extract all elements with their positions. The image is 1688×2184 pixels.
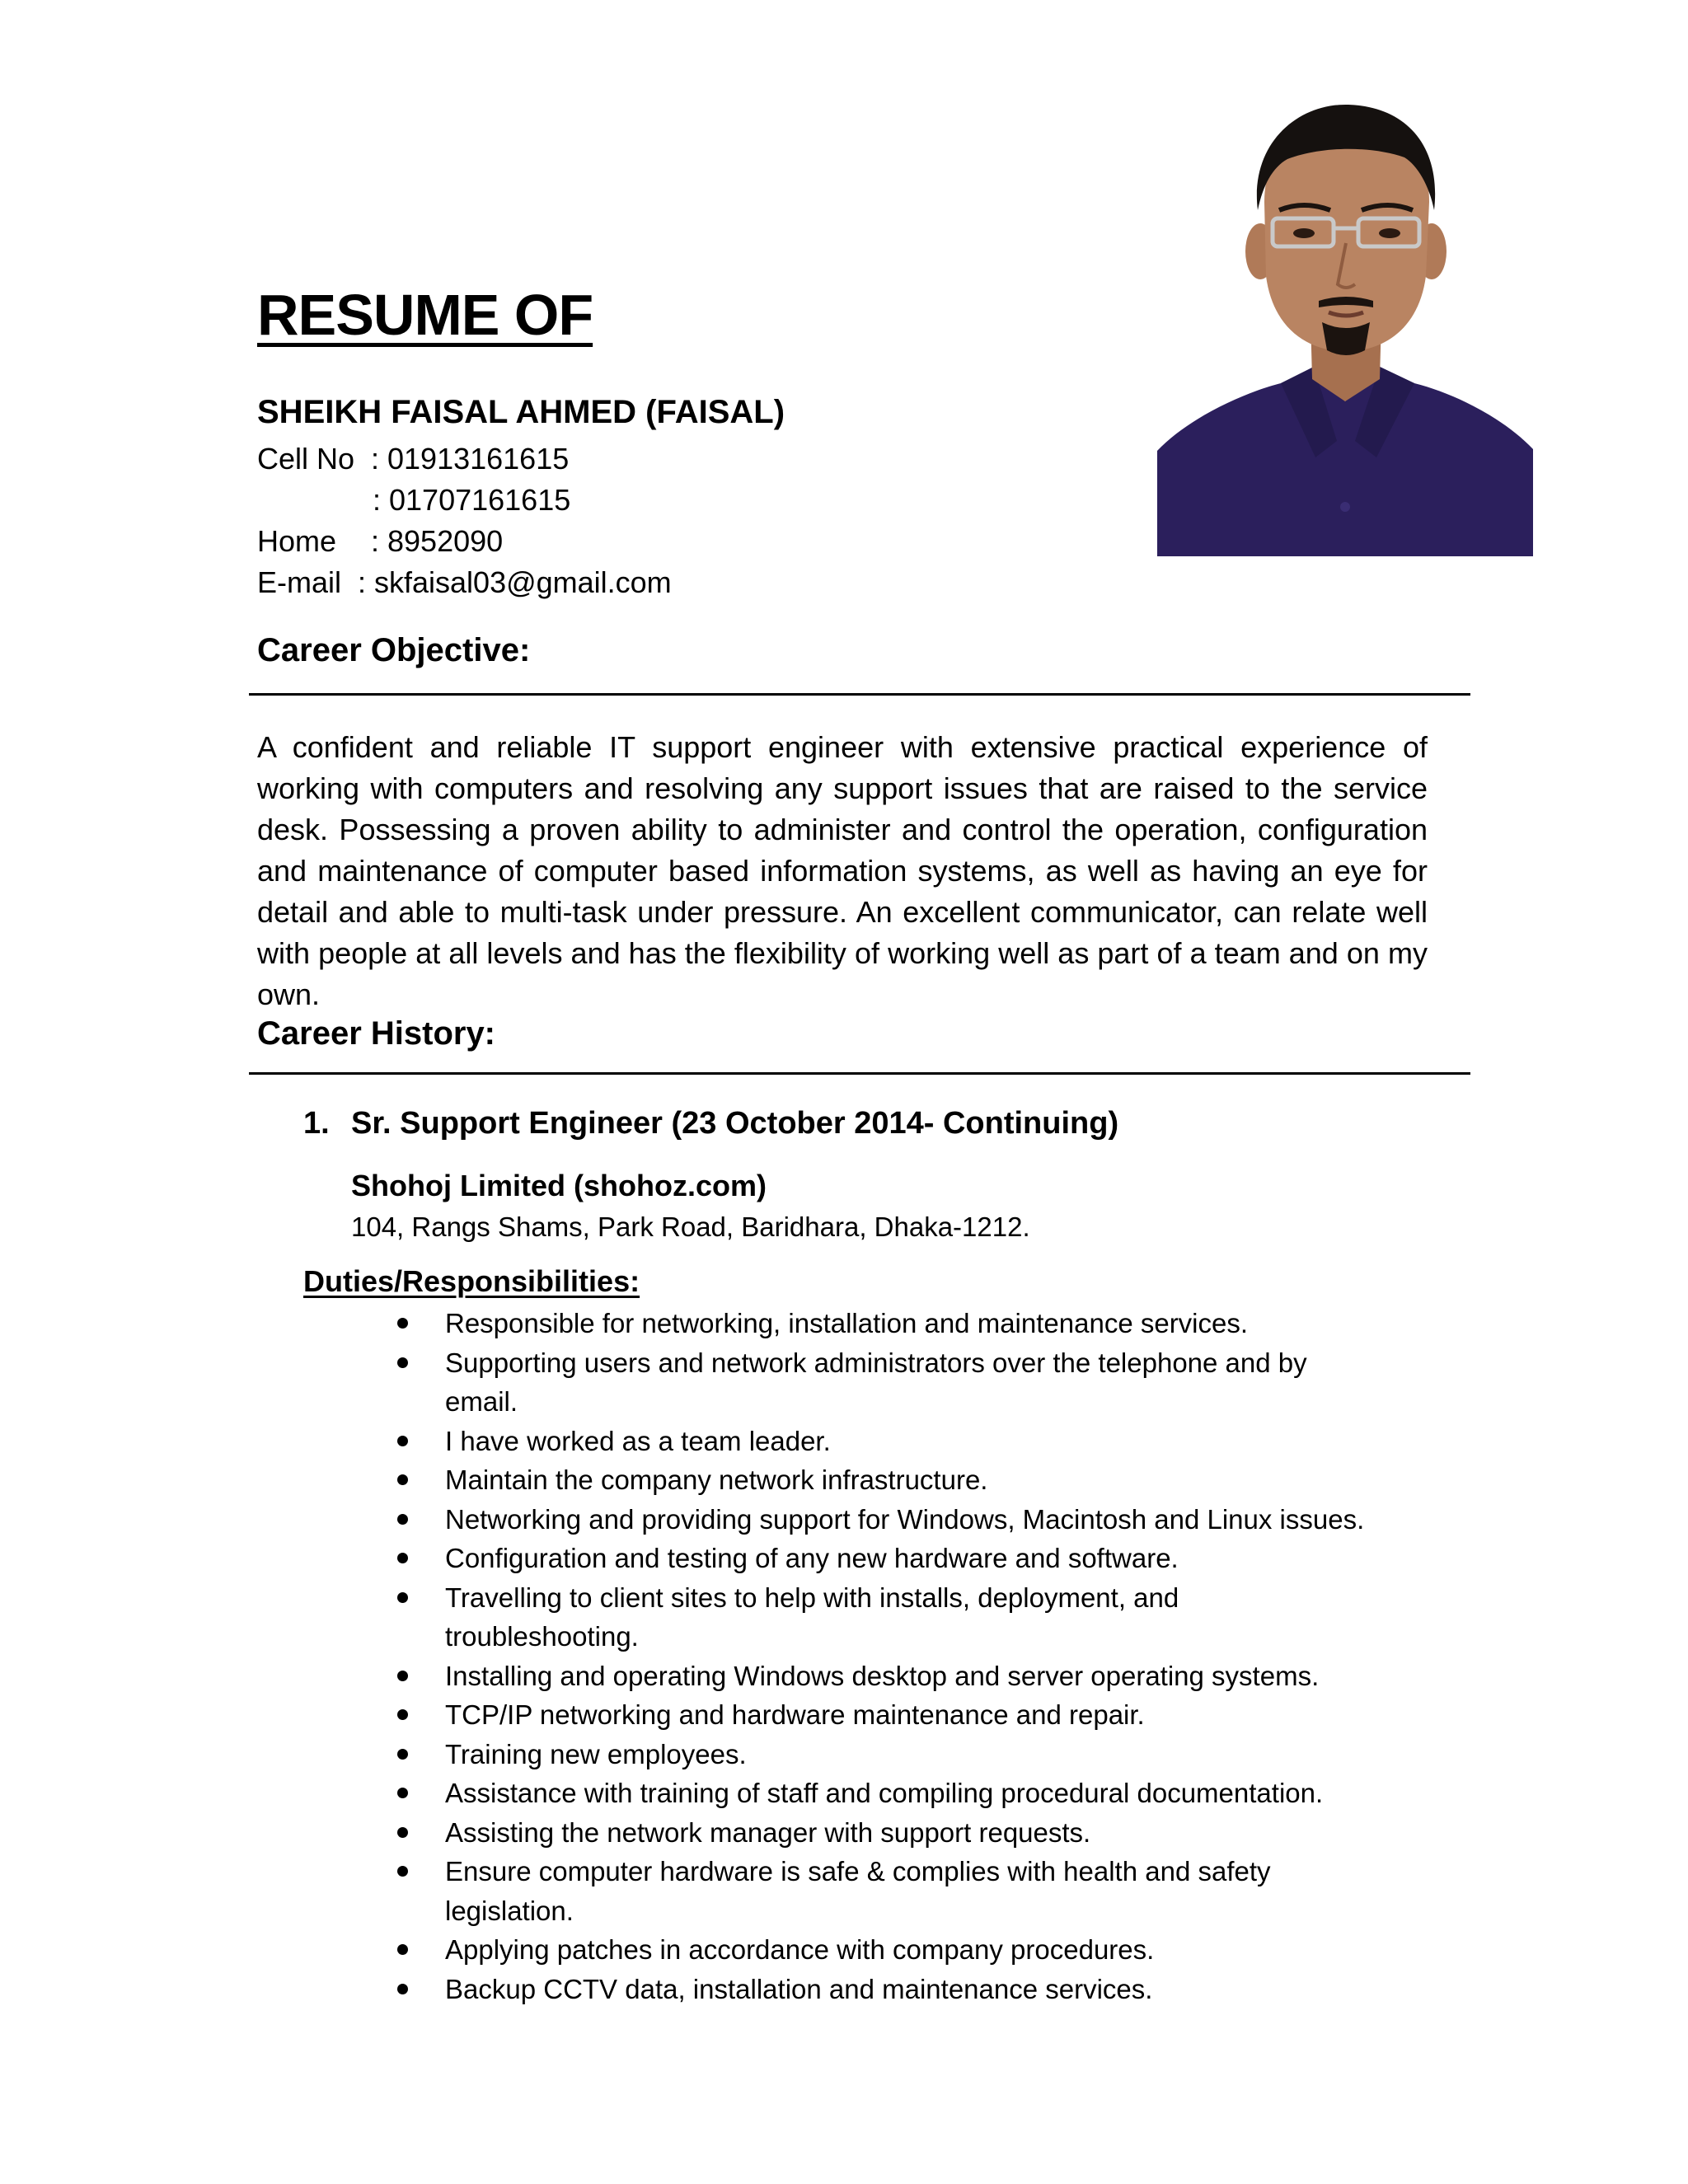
profile-photo-portrait	[1157, 95, 1533, 556]
home-label: Home	[257, 524, 337, 558]
duty-item: Supporting users and network administrators over the telephone and by email.	[397, 1343, 1352, 1422]
job-number: 1.	[303, 1106, 330, 1141]
career-history-divider	[249, 1072, 1470, 1075]
job-title	[303, 1106, 1118, 1141]
duty-item: Applying patches in accordance with company procedures.	[397, 1930, 1418, 1970]
profile-photo	[1157, 95, 1533, 556]
duty-item: Travelling to client sites to help with installs, deployment, and troubleshooting.	[397, 1578, 1311, 1657]
duty-item: Maintain the company network infrastructure.	[397, 1460, 1418, 1500]
duty-item: Responsible for networking, installation and maintenance services.	[397, 1304, 1418, 1343]
email-label: E-mail	[257, 565, 342, 599]
career-objective-heading: Career Objective:	[257, 632, 531, 668]
duty-item: Installing and operating Windows desktop and server operating systems.	[397, 1657, 1418, 1696]
duty-item: Backup CCTV data, installation and maintenance services.	[397, 1970, 1418, 2009]
duty-item: I have worked as a team leader.	[397, 1422, 1418, 1461]
duty-item: Training new employees.	[397, 1735, 1418, 1774]
duty-item: Assisting the network manager with support requests.	[397, 1813, 1418, 1853]
duty-item: Configuration and testing of any new hardware and software.	[397, 1539, 1418, 1578]
contact-email-row	[257, 562, 672, 603]
duty-item: TCP/IP networking and hardware maintenance and repair.	[397, 1695, 1418, 1735]
contact-home-row	[257, 521, 503, 562]
career-objective-text: A confident and reliable IT support engineer with extensive practical experience of working with computers and resolving any support issues that are raised to the service desk. Possessing a proven ability to administer and control the operation, configuration and maintenance of computer based information systems, as well as having an eye for detail and able to multi-task under pressure. An excellent communicator, can relate well with people at all levels and has the flexibility of working well as part of a team and on my own.	[257, 730, 1428, 1011]
candidate-name: SHEIKH FAISAL AHMED (FAISAL)	[257, 394, 785, 430]
career-history-heading: Career History:	[257, 1015, 496, 1052]
cell-number-2: : 01707161615	[373, 483, 571, 517]
email-address[interactable]: : skfaisal03@gmail.com	[358, 565, 672, 599]
duty-item: Ensure computer hardware is safe & complies with health and safety legislation.	[397, 1852, 1311, 1930]
home-number: : 8952090	[371, 524, 504, 558]
career-objective-divider	[249, 693, 1470, 696]
duty-item: Assistance with training of staff and compiling procedural documentation.	[397, 1774, 1418, 1813]
job-position: Sr. Support Engineer (23 October 2014- Continuing)	[351, 1106, 1119, 1141]
cell-number-1: : 01913161615	[371, 442, 570, 476]
job-address: 104, Rangs Shams, Park Road, Baridhara, Dhaka-1212.	[351, 1212, 1030, 1242]
duties-list	[397, 1304, 1419, 2008]
contact-cell-row	[257, 438, 569, 480]
cell-label: Cell No	[257, 442, 355, 476]
job-company: Shohoj Limited (shohoz.com)	[351, 1169, 767, 1202]
duty-item: Networking and providing support for Windows, Macintosh and Linux issues.	[397, 1500, 1418, 1540]
duties-heading: Duties/Responsibilities:	[303, 1264, 640, 1298]
resume-title: RESUME OF	[257, 283, 593, 347]
